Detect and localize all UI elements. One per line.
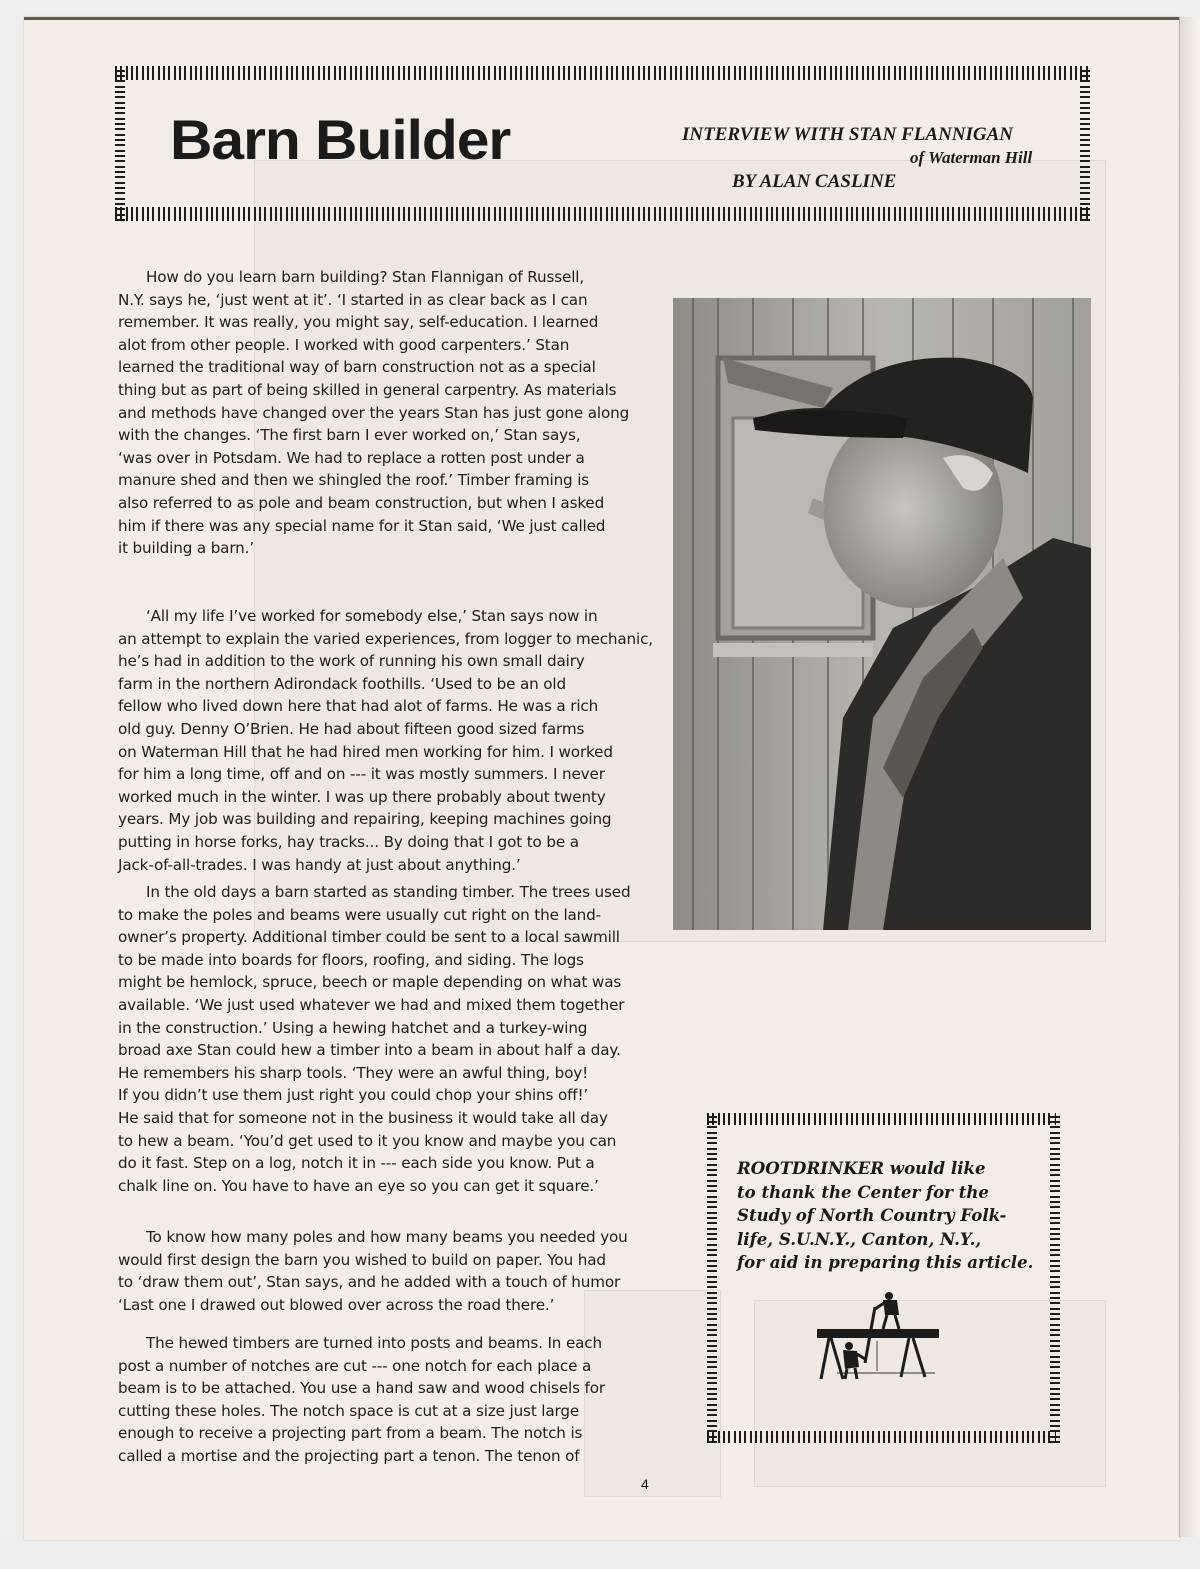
article-line: In the old days a barn started as standing timber. The trees used: [146, 883, 631, 901]
page-edge: [1179, 17, 1200, 1537]
article-line: Jack-of-all-trades. I was handy at just about anything.’: [118, 855, 521, 874]
decorative-border-left: [115, 66, 125, 221]
article-line: ‘Last one I drawed out blowed over across the road there.’: [118, 1295, 555, 1314]
page-number: 4: [641, 1476, 649, 1492]
article-line: How do you learn barn building? Stan Flannigan of Russell,: [146, 268, 585, 286]
article-line: he’s had in addition to the work of running his own small dairy: [118, 652, 585, 671]
article-line: to make the poles and beams were usually cut right on the land-: [118, 905, 601, 924]
acknowledgement-box: [707, 1113, 1060, 1443]
sawyers-woodcut-illustration: [817, 1291, 947, 1381]
acknowledgement-line: ROOTDRINKER would like: [737, 1158, 986, 1178]
article-line: with the changes. ‘The first barn I ever worked on,’ Stan says,: [118, 426, 581, 445]
acknowledgement-line: to thank the Center for the: [737, 1181, 989, 1202]
article-line: post a number of notches are cut --- one notch for each place a: [118, 1356, 592, 1375]
title-banner: [115, 66, 1090, 221]
acknowledgement-text: [737, 1157, 1033, 1275]
decorative-border-bottom: [115, 207, 1090, 221]
article-line: To know how many poles and how many beams you needed you: [146, 1228, 628, 1246]
article-line: called a mortise and the projecting part a tenon. The tenon of: [118, 1446, 580, 1465]
article-line: putting in horse forks, hay tracks... By doing that I got to be a: [118, 832, 579, 851]
article-subtitle-location: of Waterman Hill: [910, 148, 1033, 167]
article-line: farm in the northern Adirondack foothills. ‘Used to be an old: [118, 674, 566, 693]
article-line: to hew a beam. ‘You’d get used to it you know and maybe you can: [118, 1131, 617, 1150]
decorative-border-right: [1080, 66, 1090, 221]
article-line: owner’s property. Additional timber could be sent to a local sawmill: [118, 928, 620, 947]
article-line: If you didn’t use them just right you could chop your shins off!’: [118, 1086, 589, 1105]
article-line: to be made into boards for floors, roofing, and siding. The logs: [118, 950, 584, 969]
article-line: old guy. Denny O’Brien. He had about fifteen good sized farms: [118, 719, 585, 738]
article-line: it building a barn.’: [118, 539, 255, 558]
article-line: on Waterman Hill that he had hired men working for him. I worked: [118, 742, 613, 761]
article-line: enough to receive a projecting part from a beam. The notch is: [118, 1424, 583, 1443]
article-line: ‘All my life I’ve worked for somebody else,’ Stan says now in: [146, 607, 598, 625]
article-line: N.Y. says he, ‘just went at it’. ‘I started in as clear back as I can: [118, 290, 588, 309]
article-paragraph: [118, 1332, 673, 1468]
article-line: worked much in the winter. I was up there probably about twenty: [118, 787, 606, 806]
article-paragraph: [118, 266, 673, 560]
decorative-border-top: [115, 66, 1090, 80]
article-line: an attempt to explain the varied experiences, from logger to mechanic,: [118, 629, 653, 648]
scan-background: [0, 1537, 1200, 1569]
article-line: He remembers his sharp tools. ‘They were an awful thing, boy!: [118, 1063, 589, 1082]
article-line: remember. It was really, you might say, self-education. I learned: [118, 313, 599, 332]
article-line: alot from other people. I worked with good carpenters.’ Stan: [118, 335, 570, 354]
article-line: thing but as part of being skilled in general carpentry. As materials: [118, 380, 617, 399]
article-paragraph: [118, 881, 673, 1197]
article-line: and methods have changed over the years Stan has just gone along: [118, 403, 630, 422]
article-line: The hewed timbers are turned into posts and beams. In each: [146, 1334, 602, 1352]
article-line: manure shed and then we shingled the roof.’ Timber framing is: [118, 471, 590, 490]
acknowledgement-line: for aid in preparing this article.: [737, 1252, 1034, 1272]
article-line: him if there was any special name for it Stan said, ‘We just called: [118, 516, 606, 535]
article-title: Barn Builder: [170, 108, 511, 171]
article-line: years. My job was building and repairing, keeping machines going: [118, 810, 612, 829]
portrait-photo: [673, 298, 1091, 930]
article-line: also referred to as pole and beam construction, but when I asked: [118, 493, 605, 512]
article-line: beam is to be attached. You use a hand saw and wood chisels for: [118, 1379, 605, 1398]
acknowledgement-line: life, S.U.N.Y., Canton, N.Y.,: [737, 1228, 982, 1249]
article-paragraph: [118, 1226, 673, 1316]
article-line: to ‘draw them out’, Stan says, and he added with a touch of humor: [118, 1273, 621, 1292]
acknowledgement-line: Study of North Country Folk-: [737, 1205, 1007, 1225]
article-line: cutting these holes. The notch space is cut at a size just large: [118, 1401, 580, 1420]
article-paragraph: [118, 605, 673, 876]
article-line: available. ‘We just used whatever we had and mixed them together: [118, 995, 625, 1014]
portrait-photo-image: [673, 298, 1091, 930]
article-line: learned the traditional way of barn construction not as a special: [118, 358, 596, 377]
decorative-border-bottom: [707, 1431, 1060, 1443]
decorative-border-left: [707, 1113, 717, 1443]
article-line: chalk line on. You have to have an eye so you can get it square.’: [118, 1176, 599, 1195]
article-line: broad axe Stan could hew a timber into a beam in about half a day.: [118, 1041, 621, 1060]
article-line: for him a long time, off and on --- it was mostly summers. I never: [118, 765, 605, 784]
article-line: do it fast. Step on a log, notch it in --- each side you know. Put a: [118, 1154, 595, 1173]
decorative-border-top: [707, 1113, 1060, 1125]
article-line: fellow who lived down here that had alot of farms. He was a rich: [118, 697, 599, 716]
article-line: in the construction.’ Using a hewing hatchet and a turkey-wing: [118, 1018, 588, 1037]
article-line: ‘was over in Potsdam. We had to replace a rotten post under a: [118, 448, 585, 467]
article-line: He said that for someone not in the business it would take all day: [118, 1108, 608, 1127]
article-subtitle: INTERVIEW WITH STAN FLANNIGAN: [682, 124, 1014, 145]
article-byline: BY ALAN CASLINE: [732, 171, 897, 192]
article-line: might be hemlock, spruce, beech or maple depending on what was: [118, 973, 622, 992]
decorative-border-right: [1050, 1113, 1060, 1443]
article-line: would first design the barn you wished to build on paper. You had: [118, 1250, 606, 1269]
